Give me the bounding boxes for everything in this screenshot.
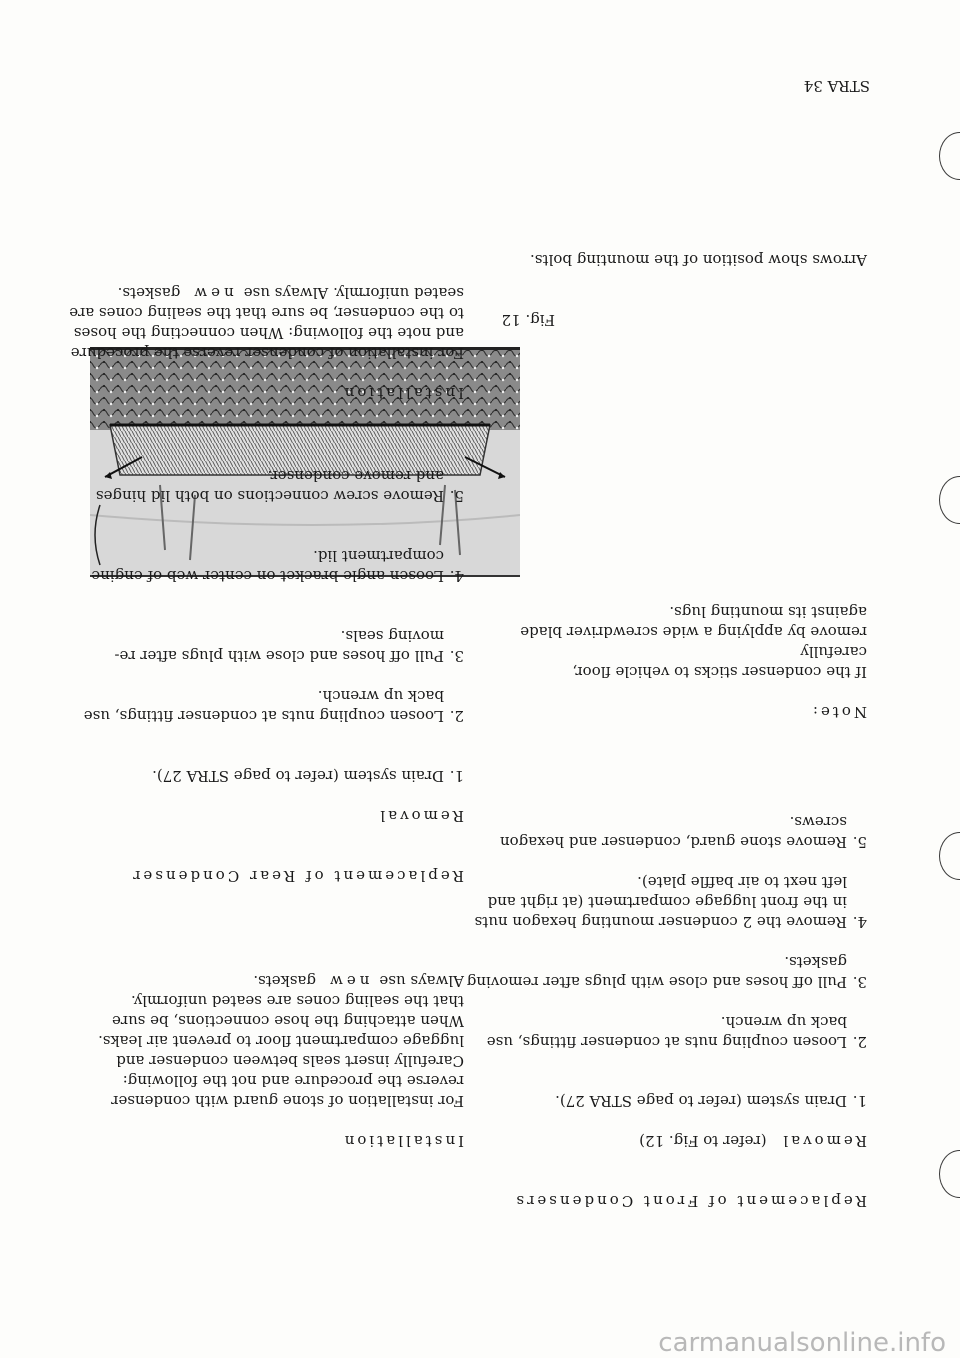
step-text: Loosen angle bracket on center web of engine [91, 567, 444, 585]
binder-hole [939, 476, 960, 524]
step-number: 1. [852, 1092, 867, 1110]
step-number: 1. [449, 767, 464, 785]
front-condensers-title: Replacement of Front Condensers [513, 1192, 867, 1210]
installation-line: to the condenser, be sure that the sealing cones are [69, 304, 464, 322]
installation-line: When attaching the hose connections, be sure [111, 1012, 464, 1030]
step [447, 872, 867, 932]
step-number: 3. [449, 647, 464, 665]
step-number: 4. [852, 913, 867, 931]
installation-word: gaskets. [117, 284, 181, 302]
installation-line: reverse the procedure and not the following: [122, 1072, 464, 1090]
step-line [447, 952, 867, 972]
binder-hole [939, 832, 960, 880]
step [447, 1012, 867, 1052]
installation-line: Carefully insert seals between condenser and [116, 1052, 464, 1070]
step-line [447, 812, 867, 832]
note-line: against its mounting lugs. [669, 603, 867, 621]
binder-hole [939, 132, 960, 180]
step [44, 686, 464, 726]
step-number: 4. [449, 567, 464, 585]
step-line [44, 706, 464, 726]
installation-line [64, 971, 464, 991]
step-number: 5. [449, 487, 464, 505]
step-line [44, 626, 464, 646]
figure-photo [90, 347, 520, 577]
rear-removal-heading: Removal [377, 807, 464, 825]
step-line [447, 892, 867, 912]
step-text: Pull off hoses and close with plugs after removing [466, 973, 847, 991]
step-text: Remove screw connections on both lid hinges [95, 487, 444, 505]
step-line [447, 972, 867, 992]
step-line [44, 466, 464, 486]
step-text: compartment lid. [313, 547, 444, 565]
installation-word: gaskets. [253, 972, 317, 990]
watermark: carmanualsonline.info [658, 1328, 946, 1358]
step-line [44, 546, 464, 566]
front-removal-heading: Removal (refer to Fig. 12) [639, 1132, 867, 1150]
installation-line: For installation of condenser reverse the procedure [70, 344, 464, 362]
step-line [44, 566, 464, 586]
step-line [447, 912, 867, 932]
step [44, 766, 464, 786]
step [447, 952, 867, 992]
note-label: Note: [809, 703, 867, 721]
step-text: Drain system (refer to page STRA 27). [152, 767, 444, 785]
installation-line: For installation of stone guard with condenser [111, 1092, 464, 1110]
step-text: left next to air baffle plate). [637, 873, 847, 891]
rear-condenser-title: Replacement of Rear Condenser [130, 867, 464, 885]
step-text: Drain system (refer to page STRA 27). [555, 1092, 847, 1110]
installation-word: new [190, 284, 234, 302]
installation-line: luggage compartment floor to prevent air leaks. [98, 1032, 464, 1050]
step-text: Pull off hoses and close with plugs after re- [114, 647, 444, 665]
installation-line [44, 283, 464, 303]
binder-hole [939, 1150, 960, 1198]
step-number: 3. [852, 973, 867, 991]
step-text: back up wrench. [720, 1013, 847, 1031]
note-line: remove by applying a wide screwdriver blade [520, 623, 867, 641]
step-text: Remove stone guard, condenser and hexagon [499, 833, 847, 851]
step-number: 5. [852, 833, 867, 851]
installation-word: Always use [379, 972, 464, 990]
step-line [447, 1032, 867, 1052]
step [44, 466, 464, 506]
installation-word: seated uniformly. Always use [243, 284, 464, 302]
page-number: STRA 34 [803, 77, 870, 95]
step-text: in the front luggage compartment (at right and [487, 893, 847, 911]
front-installation-heading: Installation [341, 1132, 464, 1150]
note-line: If the condenser sticks to vehicle floor, carefully [572, 643, 867, 681]
step-text: Loosen coupling nuts at condenser fittings, use [486, 1033, 847, 1051]
rear-installation-heading: Installation [341, 384, 464, 402]
installation-word: new [326, 972, 370, 990]
step-line [44, 646, 464, 666]
step-line [44, 766, 464, 786]
step-text: moving seals. [340, 627, 444, 645]
step-line [44, 486, 464, 506]
step [447, 1091, 867, 1111]
step [44, 626, 464, 666]
step-line [447, 872, 867, 892]
figure-label: Fig. 12 [501, 311, 555, 329]
step-text: Loosen coupling nuts at condenser fittings, use [83, 707, 444, 725]
step-text: gaskets. [784, 953, 847, 971]
step [447, 812, 867, 852]
step-line [44, 686, 464, 706]
step-text: and remove condenser. [267, 467, 444, 485]
note-text [507, 602, 867, 682]
figure-caption: Arrows show position of the mounting bolts. [530, 251, 867, 269]
installation-line: and note the following: When connecting the hoses [73, 324, 464, 342]
rear-installation-text [44, 283, 464, 363]
step-number: 2. [449, 707, 464, 725]
installation-line: that the sealing cones are seated uniformly. [130, 992, 464, 1010]
step-text: screws. [789, 813, 847, 831]
step-text: back up wrench. [317, 687, 444, 705]
step-line [447, 832, 867, 852]
step-text: Remove the 2 condenser mounting hexagon nuts [474, 913, 847, 931]
step [44, 546, 464, 586]
front-installation-text [64, 971, 464, 1111]
step-number: 2. [852, 1033, 867, 1051]
step-line [447, 1012, 867, 1032]
step-line [447, 1091, 867, 1111]
